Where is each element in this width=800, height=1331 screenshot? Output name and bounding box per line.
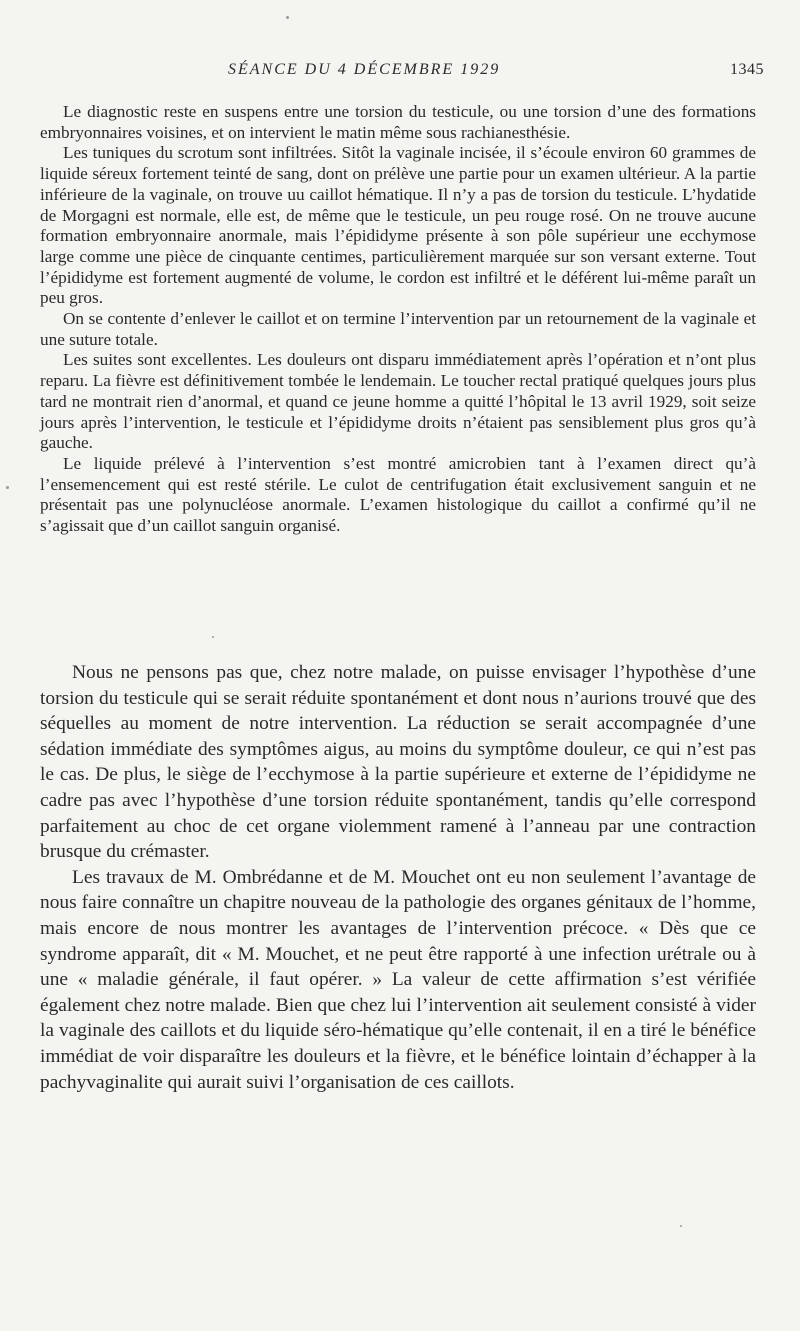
paragraph-postoperative-course: Les suites sont excellentes. Les douleurs ont disparu immédiatement après l’opération et n’ont plus reparu. La fièvre est définitivement tombée le lendemain. Le toucher rectal pratiqué quelques jours plus tard ne montrait rien d’anormal, et quand ce jeune homme a quitté l’hôpital le 13 avril 1929, soit seize jours après l’intervention, le testicule et l’épididyme droits n’étaient pas sensiblement plus gros qu’à gauche. bbox=[40, 350, 756, 453]
paragraph-operative-findings: Les tuniques du scrotum sont infiltrées. Sitôt la vaginale incisée, il s’écoule environ 60 grammes de liquide séreux fortement teinté de sang, dont on prélève une partie pour un examen ultérieur. A la partie inférieure de la vaginale, on trouve uu caillot hématique. Il n’y a pas de torsion du testicule. L’hydatide de Morgagni est normale, elle est, de même que le testicule, un peu rouge rosé. On ne trouve aucune formation embryonnaire anormale, mais l’épididyme présente à son pôle supérieur une ecchymose large comme une pièce de cinquante centimes, particulièrement marquée sur son versant externe. Tout l’épididyme est fortement augmenté de volume, le cordon est infiltré et le déférent lui-même paraît un peu gros. bbox=[40, 143, 756, 308]
scan-speck bbox=[286, 16, 289, 19]
discussion-body-text bbox=[40, 660, 756, 1095]
page-number: 1345 bbox=[730, 61, 764, 78]
running-head bbox=[0, 61, 800, 85]
paragraph-procedure: On se contente d’enlever le caillot et on termine l’intervention par un retournement de la vaginale et une suture totale. bbox=[40, 309, 756, 349]
scan-speck bbox=[212, 636, 214, 638]
scan-speck bbox=[6, 486, 9, 489]
running-title: SÉANCE DU 4 DÉCEMBRE 1929 bbox=[228, 61, 501, 78]
paragraph-discussion-early-intervention: Les travaux de M. Ombrédanne et de M. Mouchet ont eu non seulement l’avantage de nous faire connaître un chapitre nouveau de la pathologie des organes génitaux de l’homme, mais encore de nous montrer les avantages de l’intervention précoce. « Dès que ce syndrome apparaît, dit « M. Mouchet, et ne peut être rapporté à une infection urétrale ou à une « maladie générale, il faut opérer. » La valeur de cette affirmation s’est vérifiée également chez notre malade. Bien que chez lui l’intervention ait seulement consisté à vider la vaginale des caillots et du liquide séro-hématique qu’elle contenait, il en a tiré le bénéfice immédiat de voir disparaître les douleurs et la fièvre, et le bénéfice lointain d’échapper à la pachyvaginalite qui aurait suivi l’organisation de ces caillots. bbox=[40, 866, 756, 1093]
scan-speck bbox=[680, 1225, 682, 1227]
paragraph-diagnosis: Le diagnostic reste en suspens entre une torsion du testicule, ou une torsion d’une des formations embryonnaires voisines, et on intervient le matin même sous rachianesthésie. bbox=[40, 102, 756, 142]
paragraph-laboratory-results: Le liquide prélevé à l’intervention s’est montré amicrobien tant à l’examen direct qu’à l’ensemencement qui est resté stérile. Le culot de centrifugation était exclusivement sanguin et ne présentait pas une polynucléose anormale. L’examen histologique du caillot a confirmé qu’il ne s’agissait que d’un caillot sanguin organisé. bbox=[40, 453, 756, 536]
paragraph-discussion-torsion: Nous ne pensons pas que, chez notre malade, on puisse envisager l’hypothèse d’une torsion du testicule qui se serait réduite spontanément et dont nous n’aurions trouvé que des séquelles au moment de notre intervention. La réduction se serait accompagnée d’une sédation immédiate des symptômes aigus, au moins du symptôme douleur, ce qui n’est pas le cas. De plus, le siège de l’ecchymose à la partie supérieure et externe de l’épididyme ne cadre pas avec l’hypothèse d’une torsion réduite spontanément, tandis qu’elle correspond parfaitement au choc de cet organe violemment ramené à l’anneau par une contraction brusque du crémaster. bbox=[40, 662, 756, 863]
case-report-small-print bbox=[40, 102, 756, 537]
